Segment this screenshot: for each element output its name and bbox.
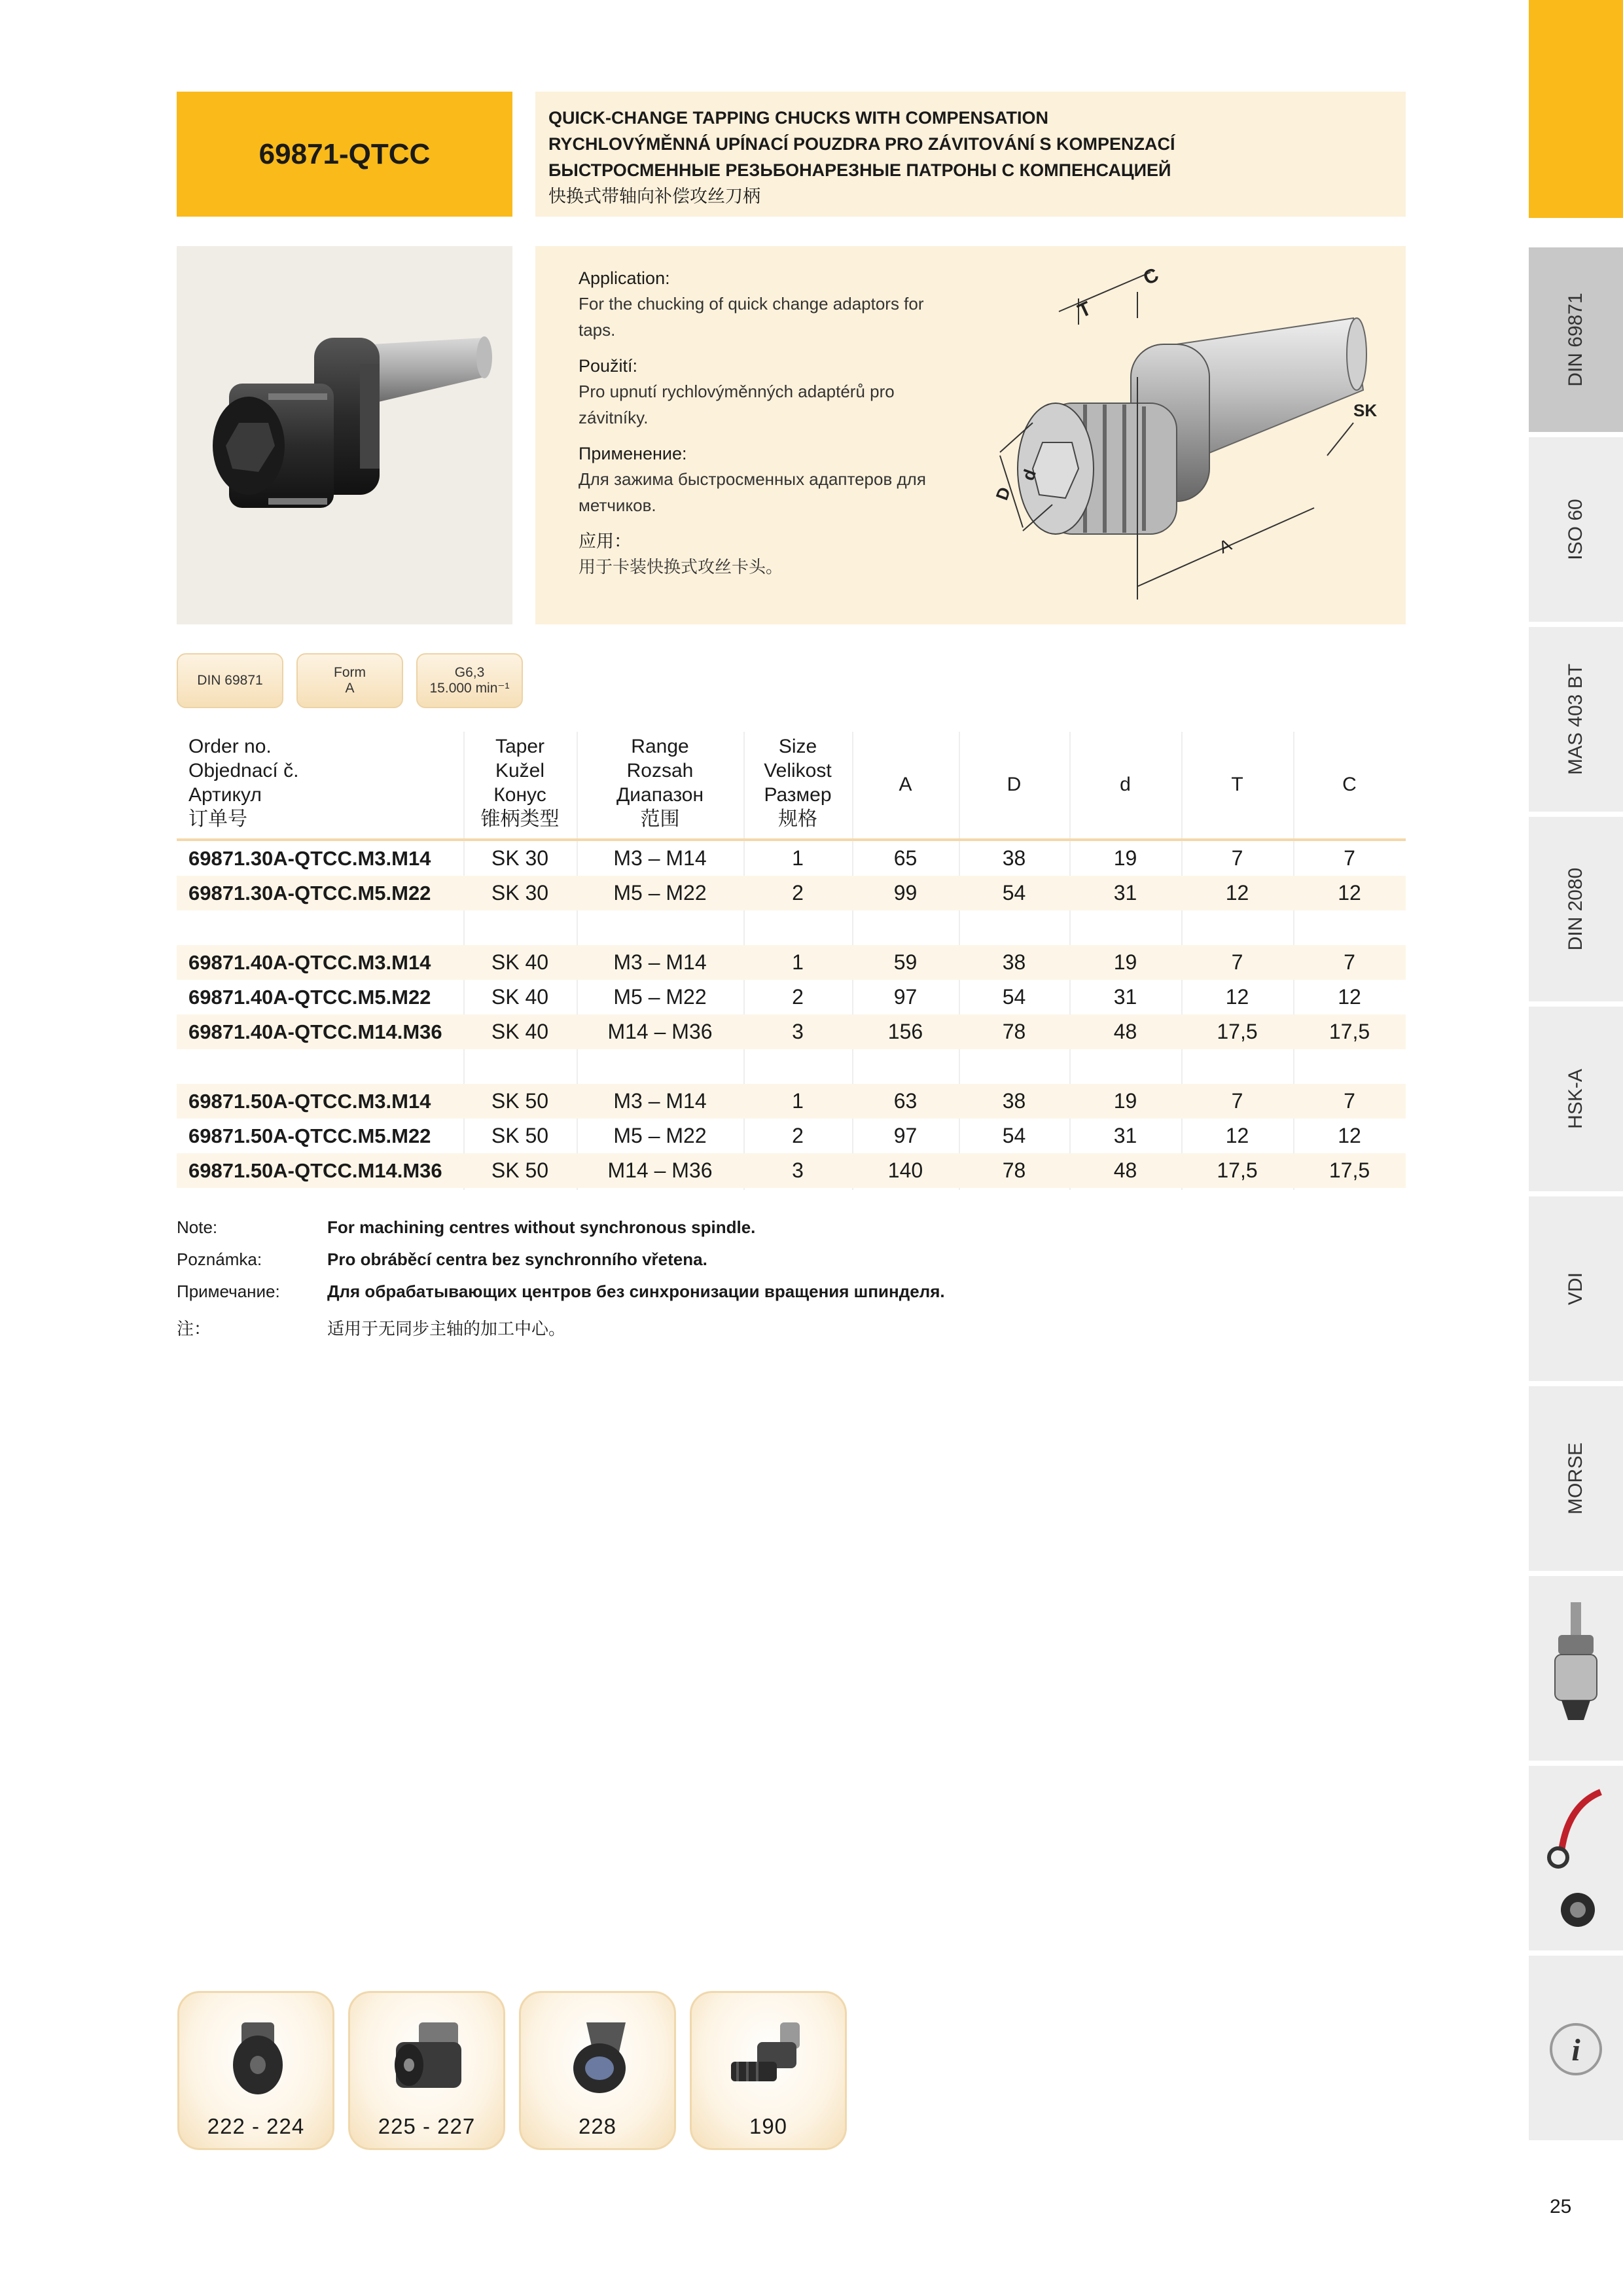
table-body — [177, 841, 1406, 1188]
cell-d: 19 — [1113, 950, 1137, 974]
badge-balance — [416, 653, 523, 708]
cell-d — [959, 910, 1069, 945]
cell-d: 54 — [1002, 985, 1026, 1009]
cell-range — [577, 1049, 743, 1084]
cell-c: 17,5 — [1329, 1020, 1370, 1043]
note-text: For machining centres without synchronous spindle. — [327, 1217, 756, 1237]
thumb-label: 228 — [578, 2114, 617, 2138]
cell-d: 31 — [1113, 1124, 1137, 1147]
related-product-thumb[interactable] — [690, 1991, 847, 2150]
header-A: A — [899, 774, 912, 795]
cell-order: 69871.40A-QTCC.M14.M36 — [188, 1020, 442, 1043]
cell-order: 69871.40A-QTCC.M5.M22 — [188, 986, 431, 1009]
svg-text:i: i — [1571, 2033, 1580, 2068]
header-order — [188, 734, 298, 831]
related-product-thumb[interactable] — [177, 1991, 334, 2150]
cell-size: 2 — [792, 985, 804, 1009]
table-row — [177, 841, 1406, 876]
cell-d: 78 — [1002, 1020, 1026, 1043]
cell-a: 63 — [893, 1089, 918, 1113]
drill-chuck-icon — [1542, 1589, 1610, 1750]
sidebar-tab-din-69871[interactable] — [1529, 247, 1623, 435]
cell-a: 156 — [887, 1020, 923, 1043]
table-row — [177, 876, 1406, 910]
cell-size: 3 — [792, 1158, 804, 1182]
cell-a — [852, 1049, 959, 1084]
cell-c: 7 — [1344, 950, 1355, 974]
tap-adapter-collet-icon — [547, 2013, 652, 2104]
sidebar-tab-drill-chuck[interactable] — [1529, 1576, 1623, 1763]
badge-form — [296, 653, 403, 708]
product-headlines — [535, 92, 1406, 217]
cell-a: 59 — [893, 950, 918, 974]
header-taper-cz: Kužel — [495, 760, 545, 781]
note-label: Примечание: — [177, 1282, 280, 1301]
thumb-label: 225 - 227 — [378, 2114, 476, 2138]
note-label: Poznámka: — [177, 1249, 262, 1269]
cell-range: M5 – M22 — [613, 881, 707, 905]
cell-taper: SK 50 — [491, 1124, 549, 1147]
cell-d: 48 — [1113, 1158, 1137, 1182]
cell-t: 12 — [1225, 881, 1249, 905]
cell-t: 17,5 — [1217, 1020, 1258, 1043]
note-text: Pro obráběcí centra bez synchronního vřetena. — [327, 1249, 707, 1269]
application-text-cz: Pro upnutí rychlovýměnných adaptérů pro závitníky. — [579, 382, 895, 427]
cell-t: 12 — [1225, 1124, 1249, 1147]
header-size-cn: 规格 — [778, 808, 817, 830]
cell-range: M14 – M36 — [607, 1020, 713, 1043]
note-text: 适用于无同步主轴的加工中心。 — [327, 1319, 566, 1338]
table-row — [177, 1014, 1406, 1049]
sidebar-tab-hsk-a[interactable] — [1529, 1007, 1623, 1194]
table-row — [177, 1153, 1406, 1188]
sidebar-tab-morse[interactable] — [1529, 1386, 1623, 1573]
table-row — [177, 945, 1406, 980]
cell-c: 12 — [1338, 1124, 1361, 1147]
sidebar-accent-block — [1529, 0, 1623, 218]
cell-d: 38 — [1002, 1089, 1026, 1113]
sidebar-tab-spanner[interactable] — [1529, 1766, 1623, 1953]
cell-size: 1 — [792, 950, 804, 974]
header-size-en: Size — [778, 736, 817, 757]
cell-t: 7 — [1231, 950, 1243, 974]
cell-d: 54 — [1002, 881, 1026, 905]
application-label-ru: Применение — [579, 444, 683, 463]
sidebar-tab-label: HSK-A — [1565, 1069, 1586, 1129]
cell-taper: SK 30 — [491, 881, 549, 905]
diagram-label-C: C — [1140, 264, 1162, 290]
tap-adapter-clutch-icon — [376, 2013, 481, 2104]
cell-size — [743, 910, 852, 945]
product-code: 69871-QTCC — [259, 137, 431, 170]
header-d: d — [1120, 774, 1131, 795]
cell-d: 48 — [1113, 1020, 1137, 1043]
cell-d: 78 — [1002, 1158, 1026, 1182]
header-D: D — [1007, 774, 1022, 795]
note-label: Note: — [177, 1217, 218, 1237]
cell-a: 97 — [893, 985, 918, 1009]
cell-size — [743, 1049, 852, 1084]
header-taper — [463, 734, 577, 831]
cell-d: 38 — [1002, 950, 1026, 974]
cell-d — [1069, 910, 1181, 945]
cell-range: M3 – M14 — [613, 1089, 707, 1113]
cell-d — [1069, 1049, 1181, 1084]
cell-a: 140 — [887, 1158, 923, 1182]
spanner-nut-icon — [1542, 1779, 1610, 1940]
cell-d: 54 — [1002, 1124, 1026, 1147]
table-row — [177, 1049, 1406, 1084]
table-row — [177, 980, 1406, 1014]
header-range-cz: Rozsah — [626, 760, 694, 781]
header-taper-ru: Конус — [493, 784, 546, 806]
cell-a: 99 — [893, 881, 918, 905]
application-text: Application: For the chucking of quick change adaptors for taps. Použití: Pro upnutí rychlovýměnných adaptérů pro závitníky. Применение: Для зажима быстросменных адаптеров для метчиков. 应用： 用于卡装快换式攻丝卡头。 — [579, 266, 945, 590]
cell-order — [177, 910, 463, 945]
cell-t: 7 — [1231, 846, 1243, 870]
sidebar-tab-din-2080[interactable] — [1529, 817, 1623, 1004]
cell-c: 17,5 — [1329, 1158, 1370, 1182]
cell-t — [1181, 910, 1293, 945]
cell-size: 3 — [792, 1020, 804, 1043]
cell-size: 1 — [792, 1089, 804, 1113]
cell-t: 12 — [1225, 985, 1249, 1009]
badge-form-line2: A — [345, 681, 355, 696]
cell-t: 7 — [1231, 1089, 1243, 1113]
application-label-cn: 应用： — [579, 531, 632, 551]
header-range-en: Range — [631, 736, 689, 757]
application-label-cz: Použití — [579, 356, 633, 376]
cell-c: 12 — [1338, 881, 1361, 905]
sidebar-tab-label: MAS 403 BT — [1565, 663, 1586, 776]
cell-order: 69871.50A-QTCC.M5.M22 — [188, 1124, 431, 1147]
thumb-label: 222 - 224 — [207, 2114, 305, 2138]
cell-d: 31 — [1113, 881, 1137, 905]
cell-size: 2 — [792, 881, 804, 905]
header-range-cn: 范围 — [640, 808, 680, 830]
related-product-thumb[interactable] — [348, 1991, 505, 2150]
note-label: 注： — [177, 1319, 211, 1338]
cell-d: 38 — [1002, 846, 1026, 870]
cell-a — [852, 910, 959, 945]
info-icon — [1542, 1969, 1610, 2130]
sidebar-tab-info[interactable] — [1529, 1956, 1623, 2143]
badge-balance-line2: 15.000 min⁻¹ — [429, 681, 510, 696]
badge-din-text: DIN 69871 — [197, 673, 263, 688]
cell-taper — [463, 1049, 577, 1084]
cell-taper: SK 40 — [491, 1020, 549, 1043]
sidebar-tab-label: VDI — [1565, 1272, 1586, 1306]
cell-range — [577, 910, 743, 945]
tapping-chuck-photo-icon — [177, 246, 512, 624]
table-row — [177, 1119, 1406, 1153]
cell-size: 2 — [792, 1124, 804, 1147]
cell-order: 69871.30A-QTCC.M3.M14 — [188, 847, 431, 870]
header-taper-cn: 锥柄类型 — [480, 808, 560, 830]
application-text-en: For the chucking of quick change adaptors for taps. — [579, 294, 924, 340]
cell-range: M5 – M22 — [613, 1124, 707, 1147]
sidebar-tab-label: MORSE — [1565, 1442, 1586, 1515]
header-order-cz: Objednací č. — [188, 760, 299, 781]
cell-c: 7 — [1344, 1089, 1355, 1113]
thumb-label: 190 — [749, 2114, 788, 2138]
cell-c — [1293, 910, 1406, 945]
cell-t: 17,5 — [1217, 1158, 1258, 1182]
application-panel — [535, 246, 1406, 624]
cell-d — [959, 1049, 1069, 1084]
cell-order: 69871.50A-QTCC.M3.M14 — [188, 1090, 431, 1113]
headline-cn: 快换式带轴向补偿攻丝刀柄 — [548, 187, 760, 206]
product-photo — [177, 246, 512, 624]
application-text-cn: 用于卡装快换式攻丝卡头。 — [579, 557, 783, 577]
cell-c — [1293, 1049, 1406, 1084]
table-row — [177, 910, 1406, 945]
sidebar-tab-label: DIN 69871 — [1565, 293, 1586, 387]
cell-t — [1181, 1049, 1293, 1084]
cell-c: 12 — [1338, 985, 1361, 1009]
diagram-label-d: d — [1018, 466, 1041, 484]
header-range-ru: Диапазон — [616, 784, 704, 806]
sidebar-tab-vdi[interactable] — [1529, 1196, 1623, 1384]
header-order-cn: 订单号 — [188, 808, 247, 830]
badge-balance-line1: G6,3 — [454, 665, 485, 680]
tap-adapter-icon — [205, 2013, 310, 2104]
cell-order: 69871.50A-QTCC.M14.M36 — [188, 1159, 442, 1182]
cell-range: M3 – M14 — [613, 846, 707, 870]
header-T: T — [1231, 774, 1243, 795]
cell-d: 19 — [1113, 846, 1137, 870]
table-header — [177, 732, 1406, 841]
header-C: C — [1342, 774, 1357, 795]
cell-d: 19 — [1113, 1089, 1137, 1113]
headline-ru: БЫСТРОСМЕННЫЕ РЕЗЬБОНАРЕЗНЫЕ ПАТРОНЫ С КОМПЕНСАЦИЕЙ — [548, 160, 1171, 180]
headline-cz: RYCHLOVÝMĚNNÁ UPÍNACÍ POUZDRA PRO ZÁVITOVÁNÍ S KOMPENZACÍ — [548, 134, 1175, 154]
cell-a: 65 — [893, 846, 918, 870]
header-order-en: Order no. — [188, 736, 272, 757]
right-sidebar — [1529, 0, 1623, 2153]
dimension-diagram — [987, 259, 1393, 613]
cell-taper — [463, 910, 577, 945]
pull-stud-icon — [718, 2013, 823, 2104]
cell-d: 31 — [1113, 985, 1137, 1009]
cell-order — [177, 1049, 463, 1084]
table-row — [177, 1084, 1406, 1119]
cell-size: 1 — [792, 846, 804, 870]
badge-din — [177, 653, 283, 708]
diagram-label-A: A — [1215, 534, 1235, 558]
sidebar-tab-label: DIN 2080 — [1565, 867, 1586, 951]
diagram-label-D: D — [991, 484, 1015, 503]
header-size-cz: Velikost — [764, 760, 832, 781]
page-number: 25 — [1550, 2196, 1572, 2217]
header-size-ru: Размер — [764, 784, 832, 806]
application-label-en: Application — [579, 268, 666, 288]
sidebar-tab-iso-60[interactable] — [1529, 437, 1623, 624]
related-product-thumb[interactable] — [519, 1991, 676, 2150]
cell-taper: SK 50 — [491, 1089, 549, 1113]
header-taper-en: Taper — [495, 736, 545, 757]
cell-order: 69871.40A-QTCC.M3.M14 — [188, 951, 431, 974]
product-table — [177, 732, 1406, 1188]
application-text-ru: Для зажима быстросменных адаптеров для метчиков. — [579, 469, 926, 515]
cell-taper: SK 40 — [491, 985, 549, 1009]
cell-c: 7 — [1344, 846, 1355, 870]
cell-taper: SK 30 — [491, 846, 549, 870]
cell-range: M5 – M22 — [613, 985, 707, 1009]
cell-range: M14 – M36 — [607, 1158, 713, 1182]
cell-taper: SK 50 — [491, 1158, 549, 1182]
sidebar-tab-mas-403-bt[interactable] — [1529, 627, 1623, 814]
cell-range: M3 – M14 — [613, 950, 707, 974]
header-order-ru: Артикул — [188, 784, 262, 806]
headline-en: QUICK-CHANGE TAPPING CHUCKS WITH COMPENSATION — [548, 108, 1048, 128]
header-range — [577, 734, 743, 831]
header-size — [743, 734, 852, 831]
sidebar-tab-label: ISO 60 — [1565, 499, 1586, 560]
note-text: Для обрабатывающих центров без синхронизации вращения шпинделя. — [327, 1282, 945, 1301]
cell-a: 97 — [893, 1124, 918, 1147]
cell-taper: SK 40 — [491, 950, 549, 974]
cell-order: 69871.30A-QTCC.M5.M22 — [188, 882, 431, 905]
diagram-label-SK: SK — [1353, 401, 1378, 420]
badge-form-line1: Form — [334, 665, 366, 680]
product-code-box — [177, 92, 512, 217]
diagram-label-T: T — [1075, 297, 1095, 323]
